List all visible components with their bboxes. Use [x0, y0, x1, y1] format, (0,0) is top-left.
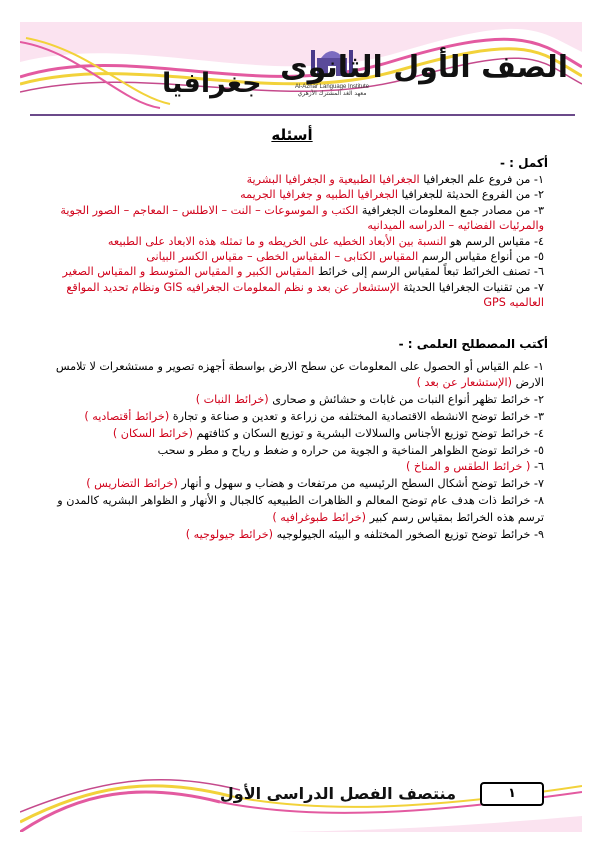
logo-english-text: Al-Azhar Language Institute [294, 84, 370, 90]
term-list [36, 359, 548, 544]
list-item: ٨- خرائط ذات هدف عام توضح المعالم و الظاهرات الطبيعيه كالجبال و الأنهار و الظواهر البشريه كالمدن و ترسم هذه الخرائط بمقياس رسم كبير (خرائط طبوغرافيه ) [57, 494, 544, 524]
section-term-title: أكتب المصطلح العلمى : - [398, 336, 548, 351]
page-header [20, 22, 582, 114]
list-item: ٩- خرائط توضح توزيع الصخور المختلفه و البيئه الجيولوجيه (خرائط جيولوجيه ) [185, 527, 544, 541]
list-item: ٧- من تقنيات الجغرافيا الحديثة الإستشعار عن بعد و نظم المعلومات الجغرافيه GIS ونظام تحديد المواقع العالميه GPS [66, 280, 544, 310]
list-item: ٢- من الفروع الحديثة للجغرافيا الجغرافيا الطبيه و جغرافيا الجريمه [240, 188, 544, 202]
subject-title: جغرافيا [162, 68, 262, 99]
section-complete-title: أكمل : - [500, 156, 548, 170]
footer-label: منتصف الفصل الدراسى الأول [219, 784, 456, 803]
page-number: ١ [480, 782, 544, 806]
list-item: ٦- تصنف الخرائط تبعاً لمقياس الرسم إلى خرائط المقياس الكبير و المقياس المتوسط و المقياس الصغير [62, 265, 544, 279]
list-item: ٣- من مصادر جمع المعلومات الجغرافية الكتب و الموسوعات – النت – الاطلس – المعاجم – الصور الجوية والمرئيات الفضائيه – الدراسه الميدانيه [60, 203, 544, 233]
page-footer [20, 752, 582, 832]
list-item: ١- من فروع علم الجغرافيا الجغرافيا الطبيعية و الجغرافيا البشرية [246, 173, 544, 186]
list-item: ٧- خرائط توضح أشكال السطح الرئيسيه من مرتفعات و هضاب و سهول و أنهار (خرائط التضاريس ) [86, 477, 544, 491]
list-item: ٢- خرائط تظهر أنواع النبات من غابات و حشائش و صحارى (خرائط النبات ) [195, 393, 544, 407]
list-item: ١- علم القياس أو الحصول على المعلومات عن سطح الارض بواسطة أجهزه تصوير و مستشعرات لا تلامس الارض (الإستشعار عن بعد ) [55, 359, 544, 390]
list-item: ٣- خرائط توضح الانشطه الاقتصادية المختلفه من زراعة و تعدين و صناعة و تجارة (خرائط أقتصاديه ) [84, 410, 544, 424]
list-item: ٦- ( خرائط الطقس و المناخ ) [405, 460, 544, 474]
list-item: ٤- مقياس الرسم هو النسبة بين الأبعاد الخطيه على الخريطه و ما تمثله هذه الابعاد على الطبيعه [107, 234, 544, 248]
list-item: ٤- خرائط توضح توزيع الأجناس والسلالات البشرية و توزيع السكان و كثافتهم (خرائط السكان ) [112, 426, 544, 440]
list-item: ٥- من أنواع مقياس الرسم المقياس الكتابى – المقياس الخطى – مقياس الكسر البيانى [146, 250, 544, 264]
list-item: ٥- خرائط توضح الظواهر المناخية و الجوية من حراره و ضغط و رياح و مطر و سحب [157, 443, 544, 457]
complete-list [36, 172, 548, 311]
page-heading: أسئله [271, 126, 313, 144]
grade-title: الصف الأول الثانوى [280, 50, 568, 85]
logo-arabic-text: معهد الغد المشترك الأزهري [297, 90, 367, 97]
header-divider [30, 114, 575, 116]
worksheet-body [36, 118, 548, 543]
